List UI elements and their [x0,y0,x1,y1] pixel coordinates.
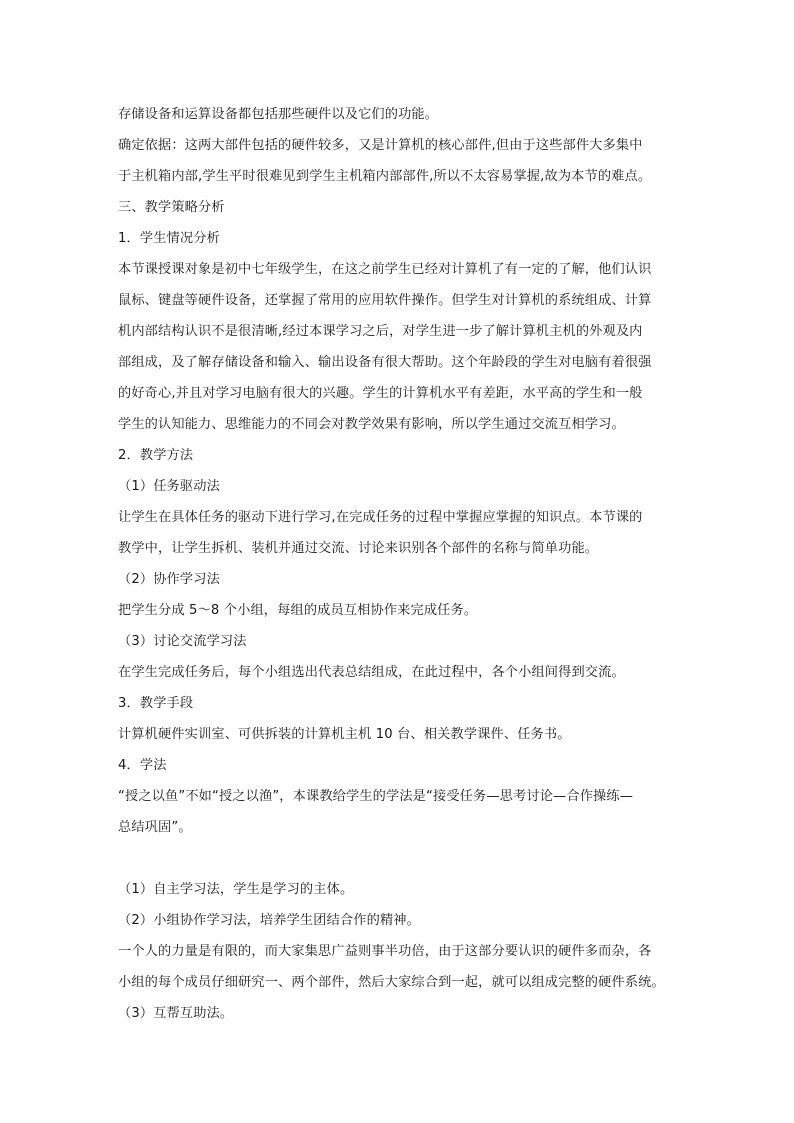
method-heading: （3）互帮互助法。 [118,1006,234,1021]
text-line: 鼠标、键盘等硬件设备，还掌握了常用的应用软件操作。但学生对计算机的系统组成、计算 [118,293,652,308]
text-line: 把学生分成 5～8 个小组，每组的成员互相协作来完成任务。 [118,603,478,618]
text-line: 确定依据：这两大部件包括的硬件较多，又是计算机的核心部件,但由于这些部件大多集中 [118,138,643,153]
text-line: 一个人的力量是有限的，而大家集思广益则事半功倍，由于这部分要认识的硬件多而杂，各 [118,944,652,959]
method-heading: （2）小组协作学习法，培养学生团结合作的精神。 [118,913,420,928]
text-line: 存储设备和运算设备都包括那些硬件以及它们的功能。 [118,107,439,122]
text-line: 计算机硬件实训室、可供拆装的计算机主机 10 台、相关教学课件、任务书。 [118,727,571,742]
text-line: 本节课授课对象是初中七年级学生，在这之前学生已经对计算机了有一定的了解，他们认识 [118,262,652,277]
document-body [118,99,680,1029]
text-line: “授之以鱼”不如“授之以渔”，本课教给学生的学法是“接受任务—思考讨论—合作操练— [118,789,634,804]
text-line: 部组成，及了解存储设备和输入、输出设备有很大帮助。这个年龄段的学生对电脑有着很强 [118,355,652,370]
subsection-heading: 1．学生情况分析 [118,231,220,246]
text-line: 小组的每个成员仔细研究一、两个部件，然后大家综合到一起，就可以组成完整的硬件系统。 [118,975,665,990]
text-line: 学生的认知能力、思维能力的不同会对教学效果有影响，所以学生通过交流互相学习。 [118,417,625,432]
method-heading: （1）自主学习法，学生是学习的主体。 [118,882,354,897]
subsection-heading: 2．教学方法 [118,448,194,463]
blank-line [118,843,680,874]
text-line: 在学生完成任务后，每个小组选出代表总结组成，在此过程中，各个小组间得到交流。 [118,665,625,680]
method-heading: （2）协作学习法 [118,572,220,587]
subsection-heading: 3．教学手段 [118,696,194,711]
subsection-heading: 4．学法 [118,758,167,773]
method-heading: （1）任务驱动法 [118,479,220,494]
text-line: 的好奇心,并且对学习电脑有很大的兴趣。学生的计算机水平有差距，水平高的学生和一般 [118,386,643,401]
text-line: 教学中，让学生拆机、装机并通过交流、讨论来识别各个部件的名称与简单功能。 [118,541,599,556]
text-line: 总结巩固”。 [118,820,192,835]
method-heading: （3）讨论交流学习法 [118,634,247,649]
text-line: 让学生在具体任务的驱动下进行学习,在完成任务的过程中掌握应掌握的知识点。本节课的 [118,510,643,525]
text-line: 机内部结构认识不是很清晰,经过本课学习之后，对学生进一步了解计算机主机的外观及内 [118,324,643,339]
text-line: 于主机箱内部,学生平时很难见到学生主机箱内部部件,所以不太容易掌握,故为本节的难点。 [118,169,652,184]
section-heading: 三、教学策略分析 [118,200,225,215]
